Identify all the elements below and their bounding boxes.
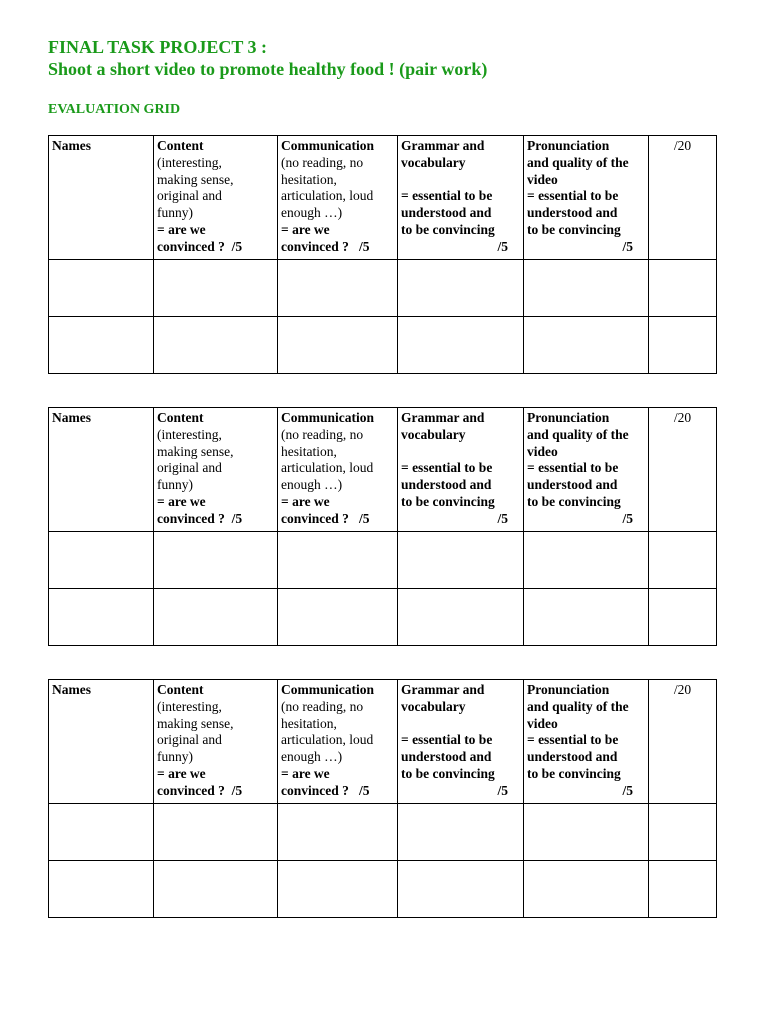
cell-pronunciation[interactable] <box>524 260 649 317</box>
cell-total[interactable] <box>649 317 717 374</box>
col-pronunciation: Pronunciation and quality of the video = essential to be understood and to be convincing /5 <box>524 680 649 804</box>
cell-grammar[interactable] <box>398 861 524 918</box>
cell-communication[interactable] <box>278 260 398 317</box>
cell-communication[interactable] <box>278 589 398 646</box>
cell-communication[interactable] <box>278 861 398 918</box>
cell-names[interactable] <box>49 804 154 861</box>
cell-pronunciation[interactable] <box>524 804 649 861</box>
col-communication: Communication (no reading, no hesitation, articulation, loud enough …) = are we convinced ? /5 <box>278 136 398 260</box>
cell-communication[interactable] <box>278 804 398 861</box>
cell-pronunciation[interactable] <box>524 317 649 374</box>
cell-content[interactable] <box>154 589 278 646</box>
cell-names[interactable] <box>49 589 154 646</box>
col-content: Content (interesting, making sense, original and funny) = are we convinced ? /5 <box>154 680 278 804</box>
col-pronunciation: Pronunciation and quality of the video = essential to be understood and to be convincing /5 <box>524 408 649 532</box>
cell-grammar[interactable] <box>398 532 524 589</box>
cell-content[interactable] <box>154 260 278 317</box>
cell-pronunciation[interactable] <box>524 532 649 589</box>
col-total: /20 <box>649 136 717 260</box>
col-names: Names <box>49 680 154 804</box>
col-total: /20 <box>649 680 717 804</box>
cell-pronunciation[interactable] <box>524 589 649 646</box>
cell-pronunciation[interactable] <box>524 861 649 918</box>
table-row <box>49 861 717 918</box>
cell-grammar[interactable] <box>398 317 524 374</box>
cell-names[interactable] <box>49 260 154 317</box>
cell-names[interactable] <box>49 532 154 589</box>
header-row <box>49 680 717 804</box>
col-grammar: Grammar and vocabulary = essential to be understood and to be convincing /5 <box>398 136 524 260</box>
cell-content[interactable] <box>154 804 278 861</box>
cell-content[interactable] <box>154 861 278 918</box>
cell-grammar[interactable] <box>398 589 524 646</box>
cell-grammar[interactable] <box>398 804 524 861</box>
cell-grammar[interactable] <box>398 260 524 317</box>
col-grammar: Grammar and vocabulary = essential to be understood and to be convincing /5 <box>398 408 524 532</box>
col-communication: Communication (no reading, no hesitation, articulation, loud enough …) = are we convinced ? /5 <box>278 680 398 804</box>
section-title: EVALUATION GRID <box>48 102 181 117</box>
col-content: Content (interesting, making sense, original and funny) = are we convinced ? /5 <box>154 408 278 532</box>
cell-names[interactable] <box>49 861 154 918</box>
table-row <box>49 532 717 589</box>
page-title <box>48 36 487 80</box>
col-total: /20 <box>649 408 717 532</box>
cell-content[interactable] <box>154 317 278 374</box>
cell-total[interactable] <box>649 589 717 646</box>
evaluation-grid-2 <box>48 407 717 646</box>
col-grammar: Grammar and vocabulary = essential to be understood and to be convincing /5 <box>398 680 524 804</box>
table-row <box>49 317 717 374</box>
cell-total[interactable] <box>649 861 717 918</box>
col-names: Names <box>49 136 154 260</box>
title-line-1: FINAL TASK PROJECT 3 : <box>48 37 268 57</box>
cell-total[interactable] <box>649 804 717 861</box>
cell-content[interactable] <box>154 532 278 589</box>
cell-communication[interactable] <box>278 317 398 374</box>
col-pronunciation: Pronunciation and quality of the video = essential to be understood and to be convincing /5 <box>524 136 649 260</box>
header-row <box>49 136 717 260</box>
table-row <box>49 589 717 646</box>
cell-total[interactable] <box>649 532 717 589</box>
col-content: Content (interesting, making sense, original and funny) = are we convinced ? /5 <box>154 136 278 260</box>
cell-communication[interactable] <box>278 532 398 589</box>
cell-total[interactable] <box>649 260 717 317</box>
evaluation-grid-1 <box>48 135 717 374</box>
evaluation-grid-3 <box>48 679 717 918</box>
cell-names[interactable] <box>49 317 154 374</box>
col-names: Names <box>49 408 154 532</box>
table-row <box>49 260 717 317</box>
header-row <box>49 408 717 532</box>
col-communication: Communication (no reading, no hesitation, articulation, loud enough …) = are we convinced ? /5 <box>278 408 398 532</box>
title-line-2: Shoot a short video to promote healthy food ! (pair work) <box>48 59 488 79</box>
table-row <box>49 804 717 861</box>
